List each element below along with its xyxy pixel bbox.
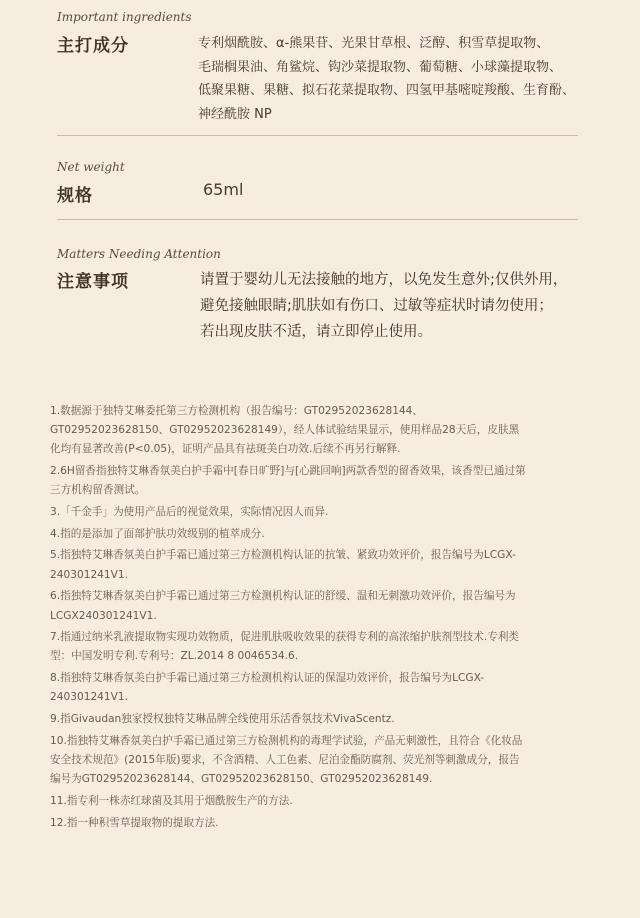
footnote	[50, 710, 610, 729]
ingredients-line: 毛瑞榈果油、角鲨烷、钩沙菜提取物、葡萄糖、小球藻提取物、	[198, 59, 563, 75]
footnote	[50, 503, 610, 522]
divider	[57, 219, 578, 220]
ingredients-list	[198, 32, 618, 126]
attention-line: 请置于婴幼儿无法接触的地方，以免发生意外;仅供外用，	[200, 272, 568, 288]
footnote-line: 3.「千金手」为使用产品后的视觉效果，实际情况因人而异.	[50, 505, 329, 518]
footnotes	[50, 402, 610, 835]
footnote-line: 安全技术规范》(2015年版)要求，不含酒精、人工色素、尼泊金酯防腐剂、荧光剂等刺激成分，报告	[50, 754, 520, 766]
footnote-line: 2.6H留香指独特艾琳香氛美白护手霜中[春日旷野]与[心跳回响]两款香型的留香效果，该香型已通过第	[50, 465, 526, 478]
attention-line: 避免接触眼睛;肌肤如有伤口、过敏等症状时请勿使用；	[200, 298, 553, 314]
footnote-line: 化均有显著改善(P<0.05)，证明产品具有祛斑美白功效.后续不再另行解释.	[50, 443, 401, 456]
attention-label-cn: 注意事项	[57, 272, 129, 292]
footnote-line: 10.指独特艾琳香氛美白护手霜已通过第三方检测机构的毒理学试验，产品无刺激性，且符合《化妆品	[50, 734, 523, 747]
footnote	[50, 628, 610, 666]
footnote-line: 240301241V1.	[50, 568, 129, 581]
net-weight-label-en: Net weight	[57, 160, 125, 174]
net-weight-value: 65ml	[203, 180, 244, 199]
ingredients-label-cn: 主打成分	[57, 36, 129, 56]
ingredients-line: 低聚果糖、果糖、拟石花菜提取物、四氢甲基嘧啶羧酸、生育酚、	[198, 83, 576, 98]
net-weight-label-cn: 规格	[57, 186, 93, 206]
footnote	[50, 525, 610, 544]
footnote	[50, 792, 610, 811]
footnote-line: LCGX240301241V1.	[50, 609, 157, 622]
footnote-line: 240301241V1.	[50, 691, 129, 704]
footnote	[50, 669, 610, 707]
ingredients-label-en: Important ingredients	[57, 10, 192, 24]
footnote	[50, 402, 610, 459]
footnote-line: 9.指Givaudan独家授权独特艾琳品牌全线使用乐活香氛技术VivaScentz.	[50, 713, 395, 726]
attention-line: 若出现皮肤不适，请立即停止使用。	[200, 324, 432, 340]
footnote-line: GT02952023628150、GT02952023628149），经人体试验结果显示，使用样品28天后，皮肤黑	[50, 424, 520, 437]
divider	[57, 135, 578, 136]
footnote-line: 1.数据源于独特艾琳委托第三方检测机构（报告编号：GT02952023628144、	[50, 405, 424, 417]
footnote	[50, 587, 610, 625]
footnote-line: 型：中国发明专利.专利号：ZL.2014 8 0046534.6.	[50, 650, 299, 663]
footnote-line: 7.指通过纳米乳液提取物实现功效物质，促进肌肤吸收效果的获得专利的高浓缩护肤剂型技术.专利类	[50, 631, 520, 644]
footnote	[50, 546, 610, 584]
footnote-line: 三方机构留香测试。	[50, 484, 146, 497]
footnote-line: 11.指专利一株赤红球菌及其用于烟酰胺生产的方法.	[50, 794, 293, 807]
footnote-line: 12.指一种积雪草提取物的提取方法.	[50, 816, 219, 829]
footnote-line: 编号为GT02952023628144、GT02952023628150、GT02952023628149.	[50, 773, 433, 786]
footnote	[50, 732, 610, 789]
footnote	[50, 462, 610, 500]
footnote	[50, 814, 610, 833]
ingredients-line: 神经酰胺 NP	[198, 106, 272, 122]
footnote-line: 8.指独特艾琳香氛美白护手霜已通过第三方检测机构认证的保湿功效评价，报告编号为LCGX-	[50, 672, 485, 685]
attention-label-en: Matters Needing Attention	[57, 247, 221, 261]
footnote-line: 5.指独特艾琳香氛美白护手霜已通过第三方检测机构认证的抗皱、紧致功效评价，报告编号为LCGX-	[50, 549, 516, 562]
attention-text	[200, 267, 620, 345]
footnote-line: 4.指的是添加了面部护肤功效级别的植萃成分.	[50, 527, 265, 540]
ingredients-line: 专利烟酰胺、α-熊果苷、光果甘草根、泛醇、积雪草提取物、	[198, 36, 550, 51]
footnote-line: 6.指独特艾琳香氛美白护手霜已通过第三方检测机构认证的舒缓、温和无刺激功效评价，报告编号为	[50, 590, 516, 603]
